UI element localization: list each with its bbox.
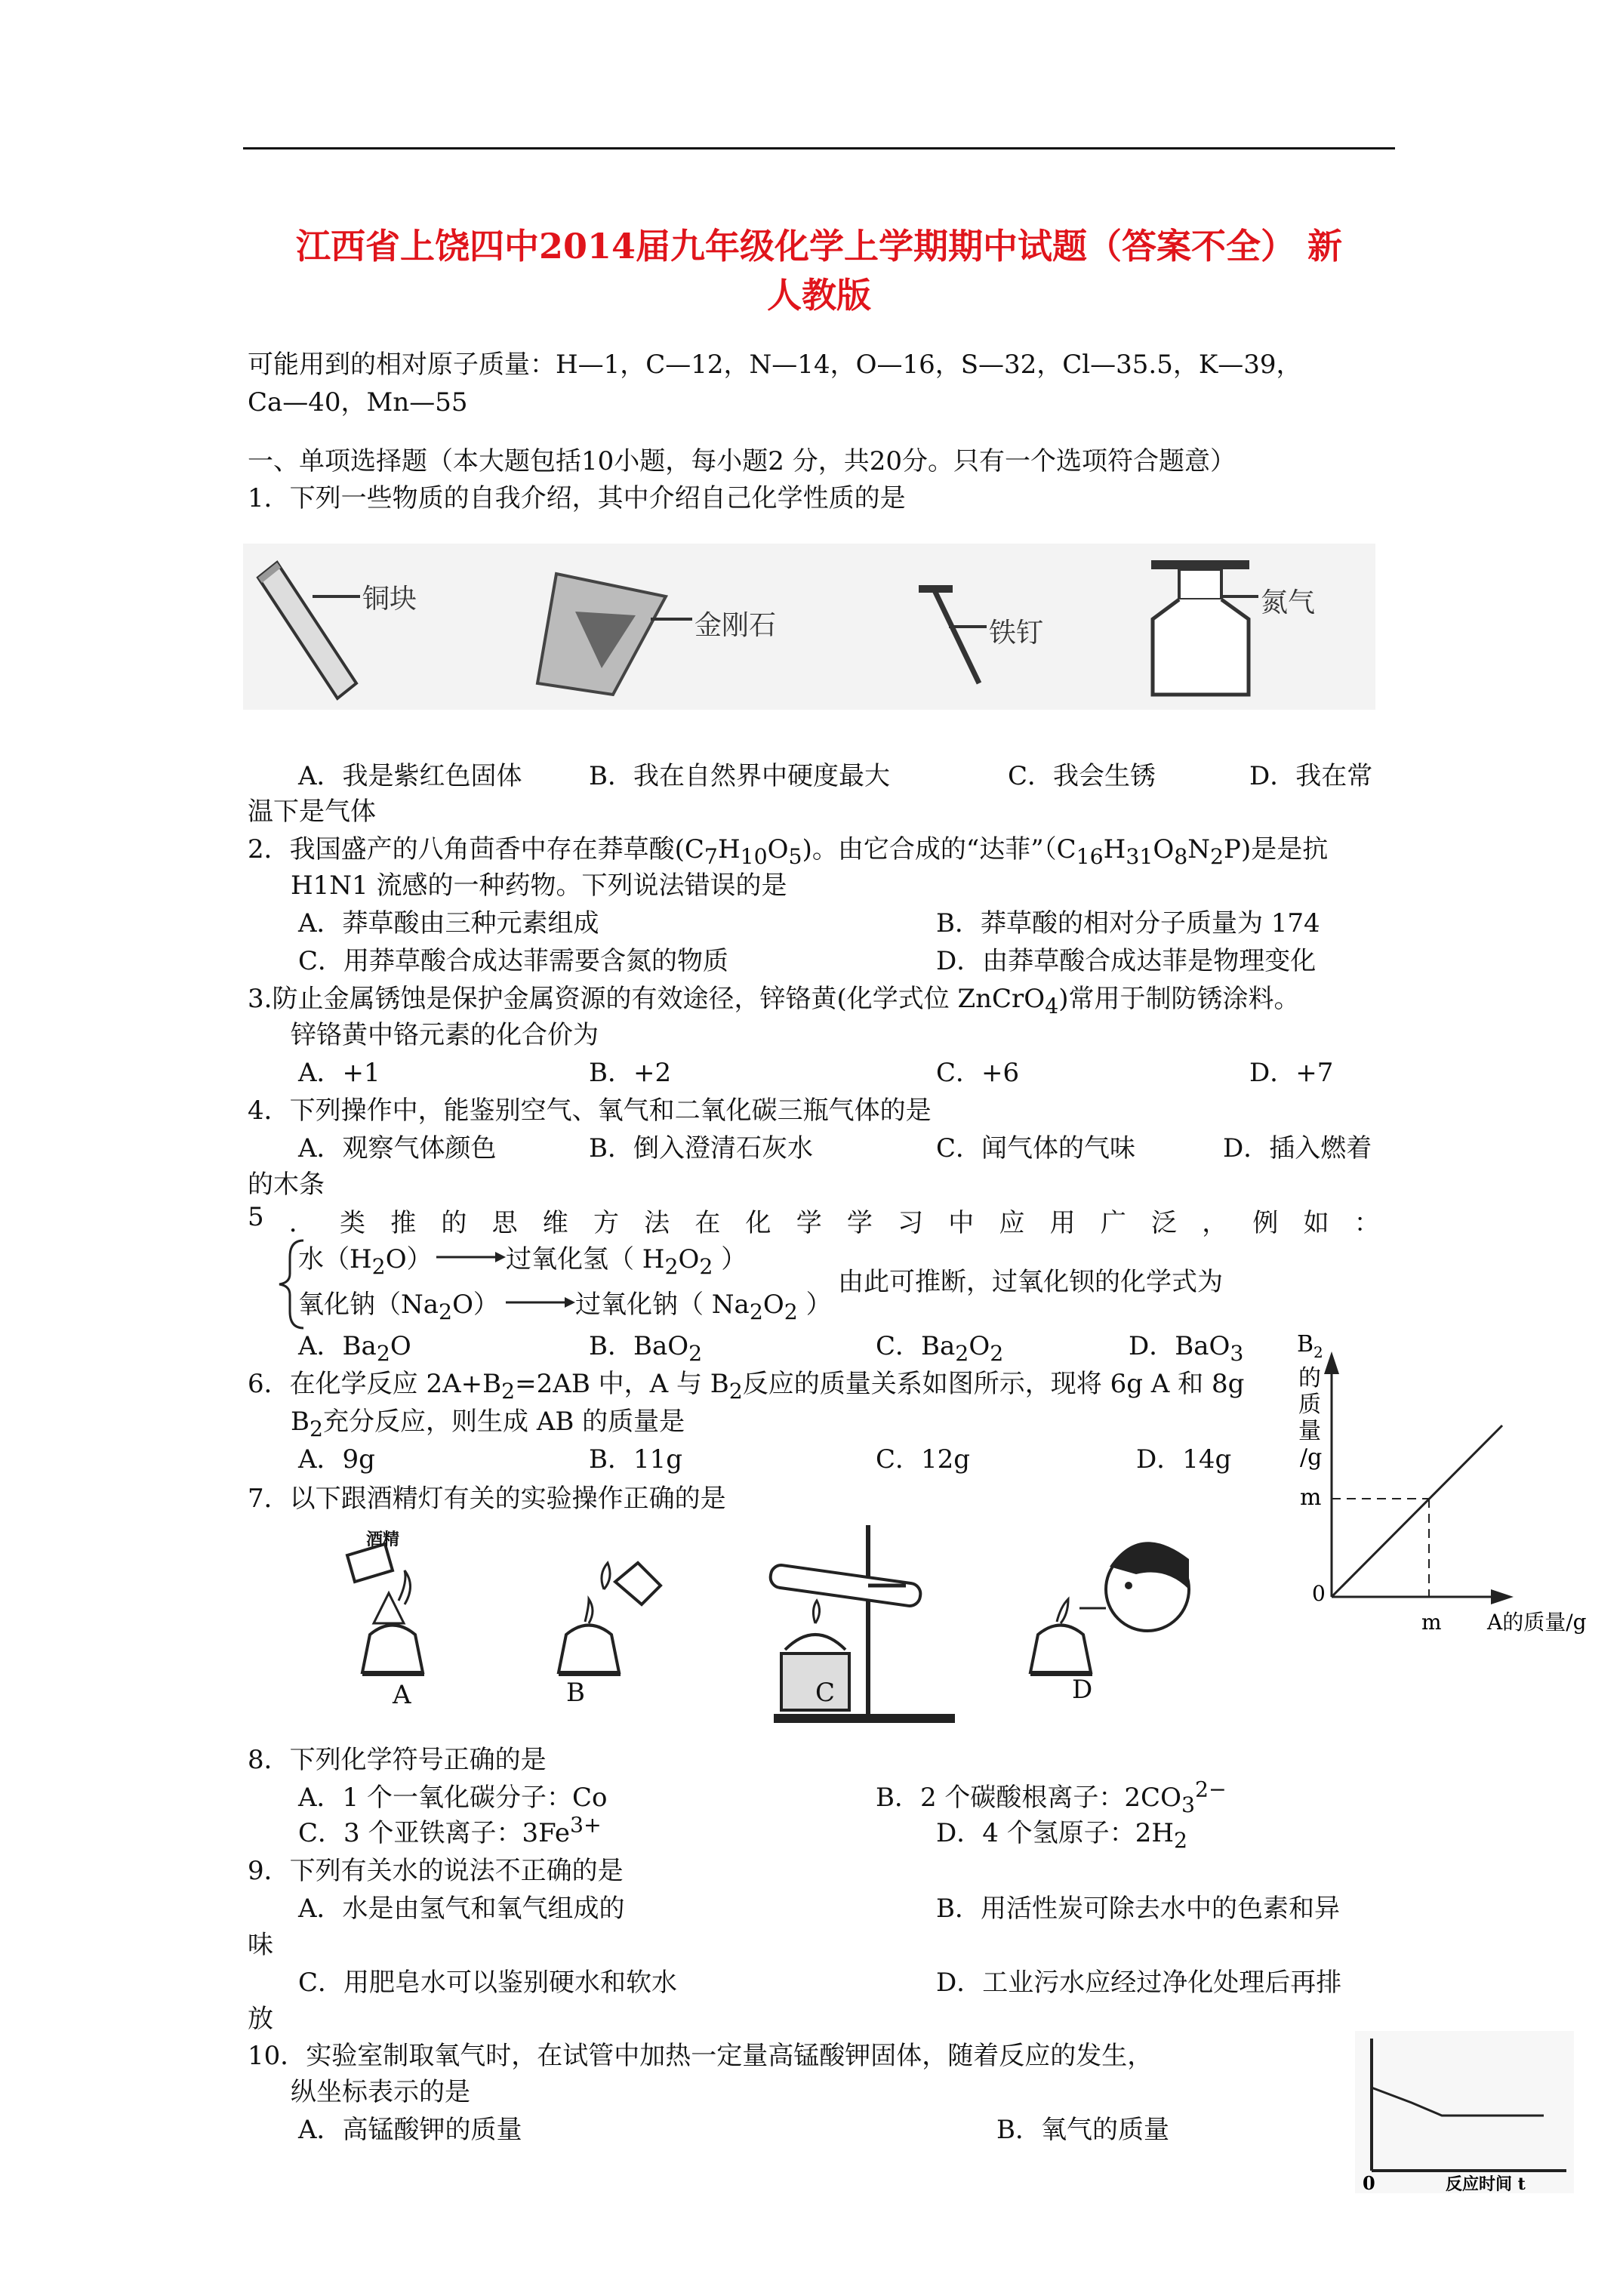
q9-option-b-cont: 味 [248, 1930, 273, 1960]
q6-x-label: A的质量/g [1487, 1610, 1587, 1635]
q5-row1-arrow-icon [436, 1250, 506, 1265]
q6-x-axis-arrow-icon [1491, 1589, 1514, 1604]
q2-option-c: C．用莽草酸合成达菲需要含氮的物质 [298, 946, 729, 976]
q10-graph [1355, 2031, 1574, 2193]
q4-option-d: D．插入燃着 [1223, 1133, 1372, 1163]
q9-option-a: A．水是由氢气和氧气组成的 [298, 1894, 625, 1924]
q3-option-d: D．+7 [1249, 1058, 1334, 1088]
q7-figure-label-c: C [815, 1678, 836, 1708]
q3-option-c: C．+6 [936, 1058, 1020, 1088]
header-rule [243, 147, 1395, 149]
q4-stem: 4．下列操作中，能鉴别空气、氧气和二氧化碳三瓶气体的是 [248, 1096, 932, 1126]
q1-label-diamond: 金刚石 [694, 610, 777, 641]
q8-option-b: B．2 个碳酸根离子：$2CO_3^{2-}$ [876, 1777, 1227, 1817]
q4-option-d-cont: 的木条 [248, 1170, 325, 1200]
q5-option-a: A．$Ba_2O$ [298, 1331, 411, 1366]
q6-option-b: B．11g [589, 1444, 683, 1475]
q6-proportion-line [1332, 1425, 1502, 1597]
q8-option-d: D．4 个氢原子：$2H_2$ [936, 1818, 1188, 1853]
q6-stem: 6．在化学反应 $2A+B_2=2AB$ 中，A 与 $B_2$反应的质量关系如图所示，现将 6g A 和 8g [248, 1369, 1245, 1404]
section-heading: 一、单项选择题（本大题包括10小题，每小题2 分，共20分。只有一个选项符合题意） [248, 446, 1236, 476]
q8-option-a: A．1 个一氧化碳分子：Co [298, 1783, 608, 1813]
atomic-mass-line2: Ca—40，Mn—55 [248, 387, 468, 418]
q1-option-d: D．我在常 [1249, 761, 1373, 791]
q6-y-tick-m: m [1300, 1484, 1322, 1511]
q2-stem-line2: H1N1 流感的一种药物。下列说法错误的是 [291, 871, 787, 901]
q7-figure-b [559, 1563, 661, 1675]
q5-row1-water: 水$(H_2O)$ [298, 1244, 433, 1279]
page-title-line1: 江西省上饶四中2014届九年级化学上学期期中试题（答案不全） 新 [295, 226, 1343, 267]
q7-figure-a [347, 1544, 424, 1675]
q6-y-label-de: 的 [1298, 1365, 1321, 1391]
q6-stem-line2: $B_2$充分反应，则生成 AB 的质量是 [291, 1407, 685, 1441]
q3-option-a: A．+1 [298, 1058, 380, 1088]
q5-option-c: C．$Ba_2O_2$ [876, 1331, 1004, 1366]
q10-origin: 0 [1363, 2172, 1375, 2193]
q2-option-b: B．莽草酸的相对分子质量为 174 [936, 908, 1320, 938]
q5-row2-sodium-oxide: 氧化钠$(Na_2O)$ [298, 1290, 499, 1324]
q10-stem: 10．实验室制取氧气时，在试管中加热一定量高锰酸钾固体，随着反应的发生， [248, 2041, 1153, 2071]
q4-option-c: C．闻气体的气味 [936, 1133, 1136, 1163]
q5-option-b: B．BaO$_2$ [589, 1331, 703, 1366]
q6-mass-graph [1283, 1329, 1600, 1646]
q6-y-label-liang: 量 [1298, 1418, 1321, 1444]
q3-stem-line2: 锌铬黄中铬元素的化合价为 [291, 1020, 599, 1050]
q8-option-c: C．3 个亚铁离子：$3Fe^{3+}$ [298, 1812, 602, 1848]
q6-option-d: D．14g [1136, 1444, 1232, 1475]
q1-label-nail: 铁钉 [989, 618, 1044, 649]
q7-figure-label-a: A [393, 1680, 411, 1710]
q1-option-c: C．我会生锈 [1008, 761, 1156, 791]
q10-stem-line2: 纵坐标表示的是 [291, 2077, 470, 2107]
q9-option-c: C．用肥皂水可以鉴别硬水和软水 [298, 1968, 678, 1998]
q5-stem: 5 ． 类 推 的 思 维 方 法 在 化 学 学 习 中 应 用 广 泛 ， 例 如 ： [248, 1202, 1380, 1238]
q9-option-b: B．用活性炭可除去水中的色素和异 [936, 1894, 1340, 1924]
q9-option-d-cont: 放 [248, 2004, 273, 2034]
q10-option-a: A．高锰酸钾的质量 [298, 2115, 522, 2145]
q4-option-b: B．倒入澄清石灰水 [589, 1133, 813, 1163]
q6-y-label-zhi: 质 [1298, 1391, 1321, 1418]
q7-figure-label-d: D [1072, 1675, 1093, 1705]
q1-label-nitrogen: 氮气 [1261, 587, 1316, 618]
q5-row2-arrow-icon [506, 1295, 575, 1310]
q5-row1-peroxide: 过氧化氢（ $H_2O_2$ ） [506, 1244, 747, 1279]
q3-stem: 3.防止金属锈蚀是保护金属资源的有效途径，锌铬黄(化学式位 ZnCrO$_4$)常用于制防锈涂料。 [248, 984, 1300, 1019]
q1-substances-figure [243, 544, 1375, 710]
q2-option-a: A．莽草酸由三种元素组成 [298, 908, 599, 938]
q6-origin: 0 [1312, 1581, 1326, 1606]
q6-option-c: C．12g [876, 1444, 971, 1475]
q2-stem: 2．我国盛产的八角茴香中存在莽草酸$(C_7H_{10}O_5)$。由它合成的“达菲$”(C_{16}H_{31}O_8N_2P)$是是抗 [248, 834, 1329, 869]
q9-option-d: D．工业污水应经过净化处理后再排 [936, 1968, 1342, 1998]
q6-y-label-b: $B_2$ [1297, 1331, 1323, 1361]
q1-option-a: A．我是紫红色固体 [298, 761, 522, 791]
q6-y-label-unit: /g [1300, 1444, 1323, 1471]
q4-option-a: A．观察气体颜色 [298, 1133, 497, 1163]
q10-option-b: B．氧气的质量 [996, 2115, 1169, 2145]
q1-option-d-cont: 温下是气体 [248, 797, 376, 827]
q6-y-axis-arrow-icon [1324, 1351, 1339, 1374]
q9-stem: 9．下列有关水的说法不正确的是 [248, 1856, 624, 1886]
q1-option-b: B．我在自然界中硬度最大 [589, 761, 890, 791]
q7-stem: 7．以下跟酒精灯有关的实验操作正确的是 [248, 1484, 726, 1514]
q7-figure-d [1030, 1542, 1189, 1675]
q5-conclusion: 由此可推断，过氧化钡的化学式为 [838, 1267, 1223, 1297]
q2-option-d: D．由莽草酸合成达菲是物理变化 [936, 946, 1317, 976]
q5-row2-sodium-peroxide: 过氧化钠（ $Na_2O_2$ ） [575, 1290, 832, 1324]
atomic-mass-line1: 可能用到的相对原子质量：H—1，C—12，N—14，O—16，S—32，Cl—35.5，K—39， [248, 350, 1302, 380]
q10-x-label: 反应时间 t [1446, 2174, 1526, 2193]
q1-label-copper: 铜块 [362, 584, 417, 615]
page-title-line2: 人教版 [767, 275, 871, 316]
q5-option-d: D．BaO$_3$ [1129, 1331, 1244, 1366]
q7-figure-label-b: B [566, 1678, 585, 1708]
q7-label-alcohol: 酒精 [366, 1530, 400, 1549]
q7-figure-c [769, 1525, 955, 1723]
q3-option-b: B．+2 [589, 1058, 672, 1088]
q8-stem: 8．下列化学符号正确的是 [248, 1745, 547, 1775]
q1-stem: 1．下列一些物质的自我介绍，其中介绍自己化学性质的是 [248, 483, 906, 513]
q6-x-tick-m: m [1421, 1610, 1442, 1635]
q6-option-a: A．9g [298, 1444, 375, 1475]
